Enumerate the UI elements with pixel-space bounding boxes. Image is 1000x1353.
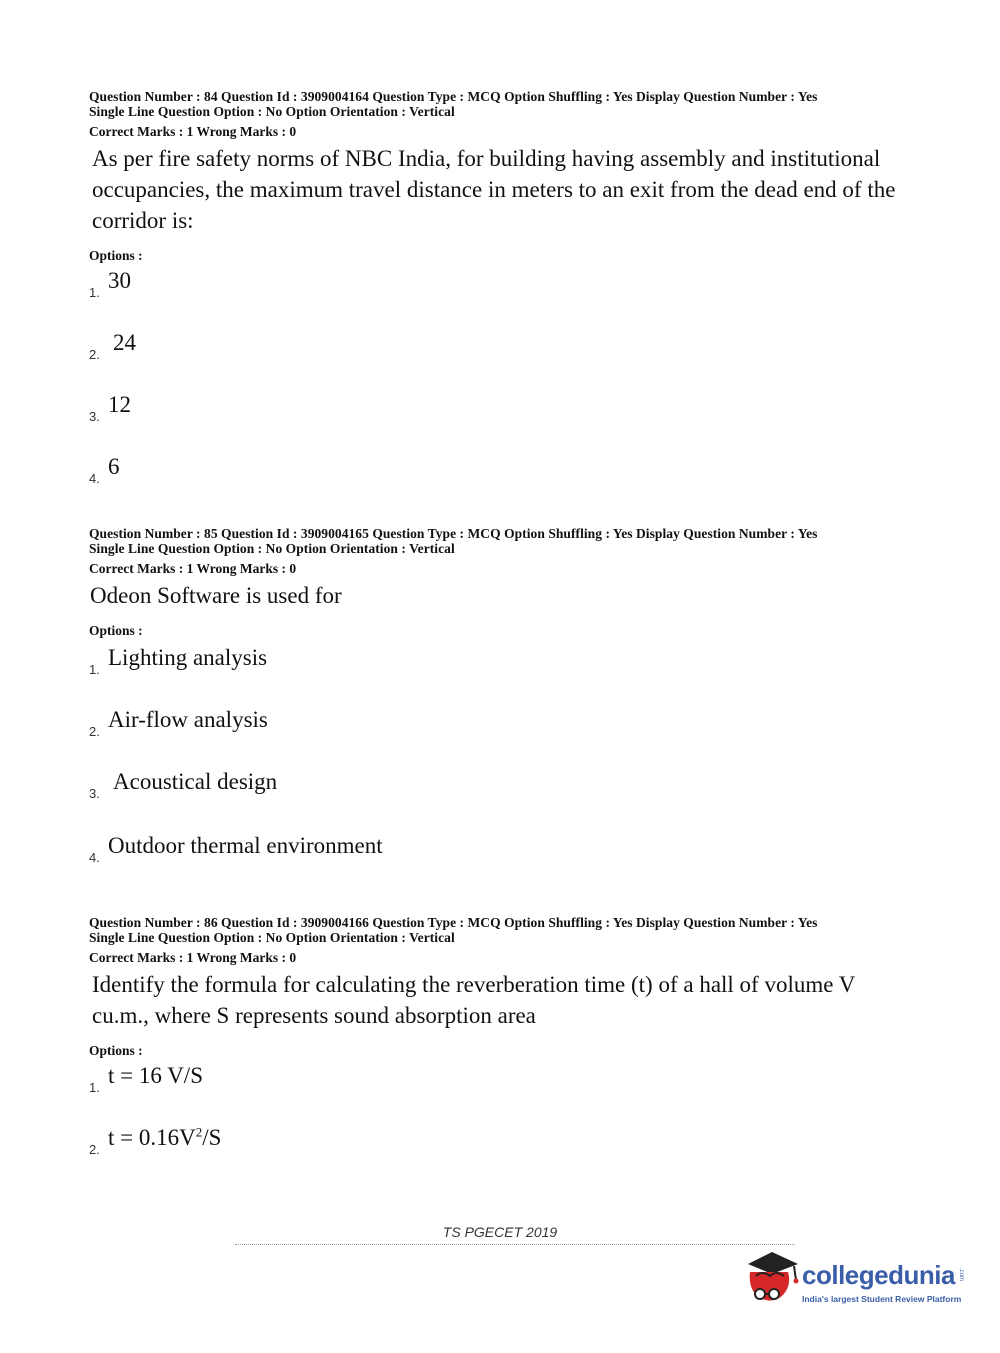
question-marks: Correct Marks : 1 Wrong Marks : 0	[89, 950, 297, 965]
option-number: 1.	[89, 285, 100, 300]
graduate-mascot-icon	[742, 1246, 800, 1308]
option-text: Outdoor thermal environment	[108, 833, 383, 858]
question-86	[89, 915, 919, 1186]
logo-tagline: India's largest Student Review Platform	[802, 1294, 962, 1304]
option-text: 24	[113, 330, 136, 355]
question-84	[89, 89, 919, 515]
options-label: Options :	[89, 623, 143, 638]
option-item	[89, 706, 919, 768]
option-text: Lighting analysis	[108, 645, 268, 670]
option-item	[89, 644, 919, 706]
option-number: 3.	[89, 409, 100, 424]
option-text: 30	[108, 268, 131, 293]
option-number: 1.	[89, 662, 100, 677]
option-item	[89, 329, 919, 391]
option-text	[108, 1124, 221, 1152]
option-item	[89, 267, 919, 329]
question-85	[89, 526, 919, 894]
question-text: Identify the formula for calculating the reverberation time (t) of a hall of volume V cu.m., where S represents sound absorption area	[92, 972, 855, 1028]
option-item	[89, 1124, 919, 1186]
option-text: Air-flow analysis	[108, 707, 268, 732]
option-number: 1.	[89, 1080, 100, 1095]
question-marks: Correct Marks : 1 Wrong Marks : 0	[89, 561, 297, 576]
collegedunia-logo	[742, 1246, 972, 1310]
option-item	[89, 453, 919, 515]
question-meta-options: Single Line Question Option : No Option Orientation : Vertical	[89, 930, 455, 945]
footer-divider	[235, 1244, 795, 1247]
option-item	[89, 391, 919, 453]
option-item	[89, 768, 919, 832]
options-label: Options :	[89, 1043, 143, 1058]
question-marks: Correct Marks : 1 Wrong Marks : 0	[89, 124, 297, 139]
option-text: 12	[108, 392, 131, 417]
option-text: 6	[108, 454, 120, 479]
logo-dotcom: .com	[958, 1268, 964, 1282]
option-text: t = 16 V/S	[108, 1063, 203, 1088]
option-item	[89, 1062, 919, 1124]
question-text: As per fire safety norms of NBC India, for building having assembly and institutional occupancies, the maximum travel distance in meters to an exit from the dead end of the corridor is:	[92, 146, 896, 233]
option-text: Acoustical design	[113, 769, 278, 794]
option-number: 2.	[89, 724, 100, 739]
question-meta: Question Number : 84 Question Id : 3909004164 Question Type : MCQ Option Shuffling : Yes Display Question Number : Yes	[89, 89, 818, 104]
question-meta: Question Number : 85 Question Id : 3909004165 Question Type : MCQ Option Shuffling : Yes Display Question Number : Yes	[89, 526, 818, 541]
option-number: 2.	[89, 1142, 100, 1157]
options-label: Options :	[89, 248, 143, 263]
formula-exponent: 2	[195, 1124, 203, 1140]
question-meta-options: Single Line Question Option : No Option Orientation : Vertical	[89, 104, 455, 119]
footer-exam-name: TS PGECET 2019	[442, 1224, 558, 1240]
formula-tail: /S	[202, 1125, 222, 1150]
option-number: 4.	[89, 850, 100, 865]
option-number: 3.	[89, 786, 100, 801]
logo-wordmark: collegedunia	[802, 1260, 955, 1290]
formula-base: t = 0.16V	[108, 1125, 196, 1150]
option-number: 4.	[89, 471, 100, 486]
option-number: 2.	[89, 347, 100, 362]
question-meta: Question Number : 86 Question Id : 3909004166 Question Type : MCQ Option Shuffling : Yes Display Question Number : Yes	[89, 915, 818, 930]
question-text: Odeon Software is used for	[90, 583, 342, 608]
question-meta-options: Single Line Question Option : No Option Orientation : Vertical	[89, 541, 455, 556]
option-item	[89, 832, 919, 894]
